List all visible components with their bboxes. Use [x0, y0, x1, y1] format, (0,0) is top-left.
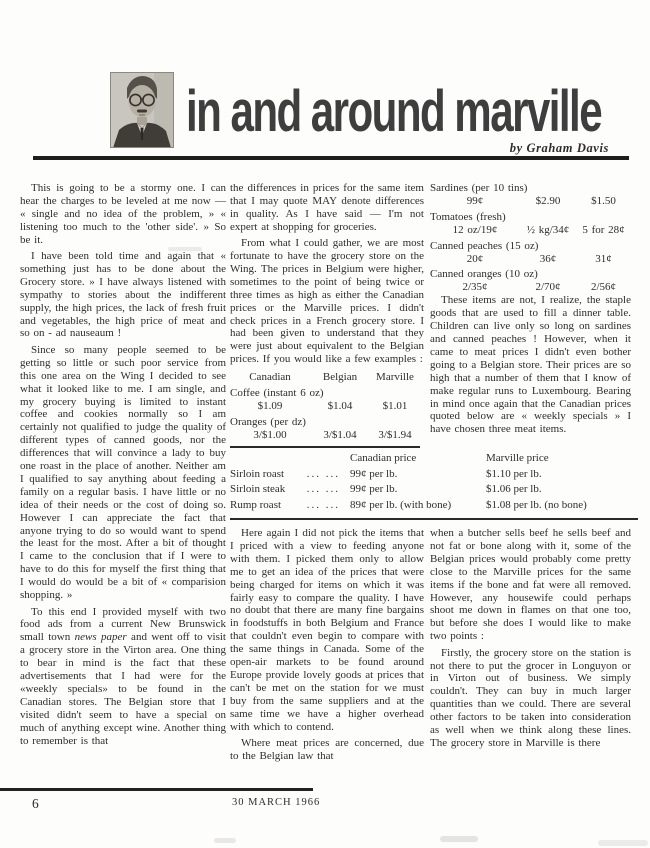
item-label: Tomatoes (fresh)	[430, 210, 506, 223]
byline: by Graham Davis	[509, 141, 609, 155]
table-header: Marville price	[486, 452, 549, 464]
scan-smudge	[440, 836, 478, 842]
price-cell: 99¢	[466, 194, 484, 207]
leader-dots: ... ...	[306, 467, 340, 480]
price-cell: 2/35¢	[462, 281, 488, 294]
price-cell: $1.04	[327, 400, 353, 412]
price-cell: 99¢ per lb.	[350, 467, 398, 480]
item-name: Rump roast	[230, 498, 282, 511]
price-cell: 31¢	[595, 252, 612, 265]
item-label: Oranges (per dz)	[230, 415, 306, 428]
price-cell: 20¢	[466, 252, 484, 265]
paragraph	[20, 606, 226, 748]
price-cell: 12 oz/19¢	[452, 223, 498, 236]
price-cell: $2.90	[535, 194, 561, 207]
footer-rule	[0, 788, 313, 791]
table-row	[230, 400, 420, 413]
price-cell: $1.10 per lb.	[486, 467, 542, 480]
item-name: Sirloin steak	[230, 483, 286, 495]
article-column-2-bottom	[230, 527, 424, 766]
meat-price-table	[230, 452, 638, 520]
price-cell: ½ kg/34¢	[526, 223, 570, 236]
paragraph-text: and went off to visit a grocery store in the Virton area. One thing to bear in mind is the fact that these advertisements that I had were for the «weekly specials» to be found in the Canadian stores. The Belgian store that I visited didn't seem to have a special on much of anything except wine. Another thing to remember is that	[20, 631, 226, 747]
table-header: Marville	[376, 371, 414, 384]
price-cell: $1.06 per lb.	[486, 483, 542, 495]
article-column-2	[230, 182, 424, 448]
price-cell: 3/$1.00	[253, 428, 287, 441]
issue-date: 30 MARCH 1966	[232, 797, 321, 808]
column-title: in and around marville	[186, 79, 602, 144]
price-cell: 3/$1.94	[378, 428, 412, 441]
table-row	[430, 195, 631, 208]
leader-dots: ... ...	[306, 483, 340, 495]
grocery-price-table	[430, 182, 631, 294]
italic-phrase: news paper	[74, 631, 127, 644]
paragraph: I have been told time and again that « something just has to be done about the Grocery store. » I have always listened with sympathy to stories about the indifferent supply, the high prices, the lack of fresh fruit and vegetables, the high price of meat and so on - ad nauseaum !	[20, 250, 226, 340]
price-cell: $1.09	[257, 400, 283, 412]
paragraph: the differences in prices for the same item that I may quote MAY denote differences in quality. As I have said — I'm not expert at shopping for groceries.	[230, 182, 424, 233]
price-cell: 89¢ per lb. (with bone)	[350, 498, 452, 511]
paragraph: Where meat prices are concerned, due to the Belgian law that	[230, 737, 424, 762]
paragraph: when a butcher sells beef he sells beef and not fat or bone along with it, some of the Belgian prices would probably come pretty close to the Marville prices for the same items if the bone and fat were all removed. However, any housewife could perhaps shoot me down in flames on that one too, but before she does I would like to make two points :	[430, 527, 631, 643]
price-cell: 99¢ per lb.	[350, 483, 398, 495]
paragraph: Since so many people seemed to be getting so little or such poor service from this one area on the Wing I decided to see what it looked like to me. I am single, and my grocery buying is limited to instant coffee and cookies normally so I am certainly not qualified to judge the quality of different types of canned goods, nor the differences that will convince a lady to buy one roast in the place of another. Neither am I qualified to say anything about feeding a family on a regular basis. I have little or no idea of their needs or the cost of doing so. However I can appreciate the fact that anyone trying to do so would want to spend the least for the most. After a bit of thought I came to the conclusion that if I were to have to do this for myself the first thing that I would do would be a bit of « comparision shopping. »	[20, 343, 226, 602]
article-column-3-bottom	[430, 527, 631, 753]
price-cell: 5 for 28¢	[582, 223, 625, 236]
mustache	[137, 110, 147, 113]
scan-smudge	[214, 838, 236, 843]
table-header: Canadian price	[350, 452, 417, 464]
item-label: Sardines (per 10 tins)	[430, 182, 528, 194]
price-cell: $1.01	[382, 400, 408, 412]
table-row	[230, 429, 420, 442]
table-header-row	[230, 371, 420, 384]
price-cell: $1.50	[591, 194, 616, 207]
item-cell	[230, 468, 350, 481]
table-row	[430, 224, 631, 237]
paragraph: Here again I did not pick the items that I priced with a view to feeding anyone with them. I picked them only to allow me to get an idea of the prices that were being charged for items on which it was fairly easy to compare the quality. I have no doubt that there are many fine bargains in foodstuffs in both Belgium and France that couldn't even begin to compare with the same things in Canada. Some of the open-air markets to be found around Europe provide lovely goods at prices that can't be met on the station for we must buy from the same suppliers and at the same time we have a higher overhead with which to contend.	[230, 527, 424, 733]
empty-cell	[230, 452, 350, 465]
price-cell: $1.08 per lb. (no bone)	[486, 498, 587, 511]
price-cell: 3/$1.04	[323, 428, 357, 441]
item-label: Canned oranges (10 oz)	[430, 268, 538, 281]
paragraph: This is going to be a stormy one. I can hear the charges to be leveled at me now — « single and no idea of the problem, » « listening too much to the 'other side'. » So be it.	[20, 182, 226, 246]
table-header: Belgian	[322, 371, 358, 384]
item-label: Coffee (instant 6 oz)	[230, 387, 324, 400]
scan-smudge	[598, 840, 648, 846]
item-name: Sirloin roast	[230, 467, 285, 480]
table-row	[430, 253, 631, 266]
paragraph: These items are not, I realize, the staple goods that are used to fill a dinner table. Children can live only so long on sardines and canned peaches ! However, when it came to meat prices I didn't even bother going to a Belgian store. Their prices are so high that a number of them that I know of make regular runs to Luxembourg. Bearing in mind once again that the Canadian prices quoted below are « weekly specials » I have chosen three meat items.	[430, 294, 631, 436]
scan-smudge	[168, 247, 202, 251]
item-label: Canned peaches (15 oz)	[430, 239, 539, 252]
paragraph-text: To this end I provided myself with two food ads from a current New Brunswick small town	[20, 605, 226, 644]
article-column-3	[430, 182, 631, 440]
price-cell: 2/56¢	[590, 281, 617, 294]
price-cell: 2/70¢	[535, 281, 561, 294]
paragraph: Firstly, the grocery store on the station is not there to put the grocer in Longuyon or in Virton out of business. We simply couldn't. They can buy in much larger quantities than we could. There are several other factors to be taken into consideration as well when we think along these lines. The grocery store in Marville is there	[430, 646, 631, 749]
price-cell: 36¢	[539, 252, 557, 265]
portrait-photo	[110, 72, 174, 148]
price-examples-table	[230, 371, 420, 448]
leader-dots: ... ...	[306, 498, 340, 511]
item-cell	[230, 499, 350, 512]
paragraph: From what I could gather, we are most fortunate to have the grocery store on the Wing. The prices in Belgium were higher, sometimes to the point of being twice or three times as high as either the Canadian prices or the Marville prices. I didn't check prices in a French grocery store. I had been given to understand that they were just about equivalent to the Belgian prices. If you would like a few examples :	[230, 237, 424, 366]
item-cell	[230, 483, 350, 496]
table-row	[430, 281, 631, 294]
article-column-1	[20, 182, 226, 751]
page-number: 6	[32, 796, 39, 811]
header-rule	[33, 156, 629, 160]
table-header: Canadian	[249, 371, 291, 384]
